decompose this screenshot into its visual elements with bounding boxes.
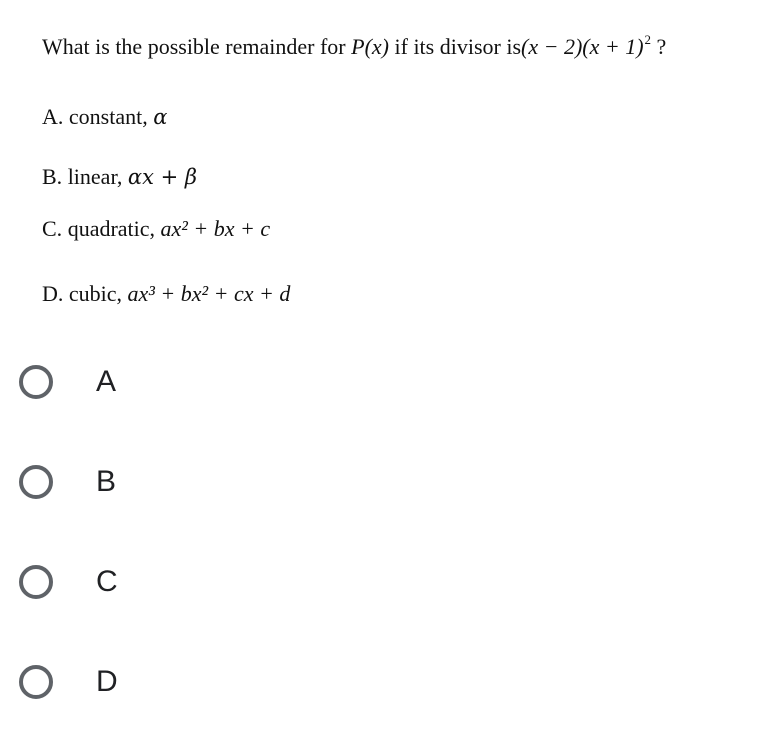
- choice-a-expr: α: [153, 105, 168, 129]
- option-c-label: C: [96, 565, 118, 598]
- choice-c: [42, 218, 270, 240]
- question-text: [42, 32, 667, 59]
- option-b[interactable]: [0, 445, 300, 525]
- option-a[interactable]: [0, 345, 300, 425]
- radio-button-b[interactable]: [19, 465, 53, 499]
- choice-a-word: constant,: [68, 104, 148, 129]
- option-c[interactable]: [0, 545, 300, 625]
- choice-d-letter: D.: [42, 281, 64, 306]
- divisor-exponent: 2: [644, 32, 652, 47]
- question-function-name: P(x): [351, 34, 389, 59]
- question-prefix: What is the possible remainder for: [42, 34, 346, 59]
- choice-a: [42, 106, 167, 128]
- question-image: [0, 0, 766, 330]
- choice-c-word: quadratic,: [67, 216, 156, 241]
- choice-b-letter: B.: [42, 164, 63, 189]
- choice-b: [42, 166, 197, 188]
- choice-a-letter: A.: [42, 104, 64, 129]
- option-d-label: D: [96, 665, 118, 698]
- divisor-factor-1: (x − 2): [521, 34, 583, 59]
- choice-b-expr: αx + β: [127, 165, 198, 189]
- question-suffix: ?: [656, 34, 667, 59]
- choice-d-word: cubic,: [68, 281, 123, 306]
- choice-d: [42, 283, 290, 305]
- divisor-factor-2: (x + 1): [582, 34, 644, 59]
- option-d[interactable]: [0, 645, 300, 725]
- radio-button-a[interactable]: [19, 365, 53, 399]
- choice-c-letter: C.: [42, 216, 63, 241]
- radio-button-d[interactable]: [19, 665, 53, 699]
- option-b-label: B: [96, 465, 117, 498]
- question-middle: if its divisor is: [394, 34, 522, 59]
- choice-c-expr: ax² + bx + c: [160, 216, 271, 241]
- choice-b-word: linear,: [67, 164, 123, 189]
- option-a-label: A: [96, 365, 117, 398]
- choice-d-expr: ax³ + bx² + cx + d: [127, 281, 291, 306]
- radio-button-c[interactable]: [19, 565, 53, 599]
